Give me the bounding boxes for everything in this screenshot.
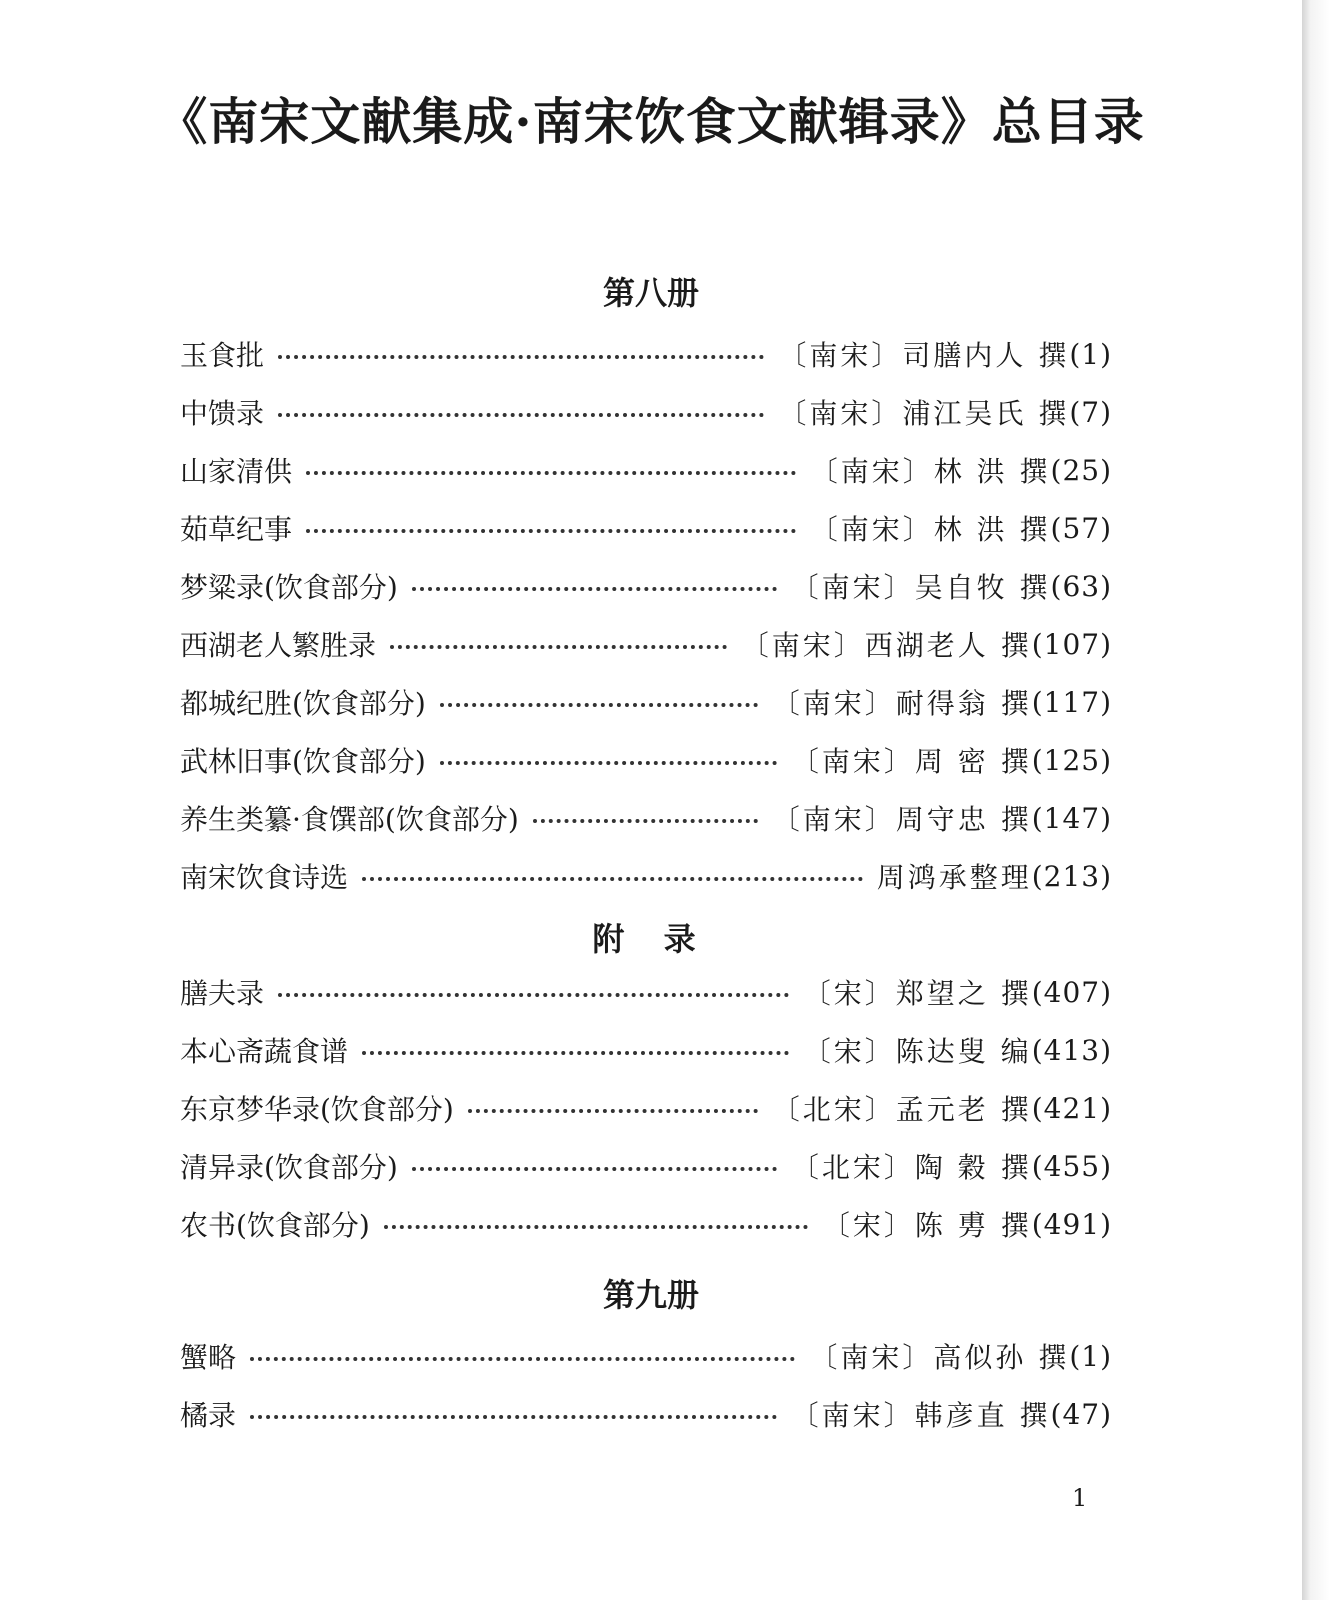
section-heading-vol9: 第九册 [602,1276,699,1314]
toc-entry [180,450,1112,490]
entry-author: 〔南宋〕林 洪 撰 [809,513,1051,546]
dot-leader [533,819,758,823]
entry-page: (213) [1031,859,1112,893]
toc-entry [180,798,1112,838]
dot-leader [384,1225,808,1229]
dot-leader [390,645,727,649]
page-edge-shadow [1302,0,1330,1600]
dot-leader [250,1415,777,1419]
toc-entry [180,1088,1112,1128]
dot-leader [306,529,796,533]
entry-author: 〔南宋〕高似孙 撰 [809,1341,1070,1374]
section-heading-vol8: 第八册 [602,274,699,312]
page-title: 《南宋文献集成·南宋饮食文献辑录》总目录 [157,92,1145,151]
toc-entry [180,1394,1112,1434]
toc-entry [180,1146,1112,1186]
entry-page: (63) [1050,569,1112,603]
entry-author: 〔南宋〕韩彦直 撰 [790,1399,1051,1432]
page-number: 1 [1072,1484,1088,1512]
toc-entry [180,566,1112,606]
toc-entry [180,740,1112,780]
dot-leader [468,1109,758,1113]
entry-author: 〔北宋〕陶 穀 撰 [790,1151,1032,1184]
toc-entry [180,972,1112,1012]
entry-author: 〔宋〕郑望之 撰 [802,977,1032,1010]
entry-page: (57) [1050,511,1112,545]
entry-title: 都城纪胜(饮食部分) [180,687,426,720]
entry-page: (47) [1050,1397,1112,1431]
entry-page: (117) [1031,685,1112,719]
toc-entry [180,334,1112,374]
dot-leader [362,877,863,881]
entry-title: 茹草纪事 [180,513,293,546]
dot-leader [440,761,777,765]
toc-entry [180,1204,1112,1244]
dot-leader [278,355,764,359]
toc-entry [180,1030,1112,1070]
dot-leader [412,1167,777,1171]
entry-title: 农书(饮食部分) [180,1209,370,1242]
toc-entry [180,1336,1112,1376]
entry-title: 西湖老人繁胜录 [180,629,377,662]
entry-title: 本心斋蔬食谱 [180,1035,349,1068]
entry-title: 养生类纂·食馔部(饮食部分) [180,803,519,836]
entry-page: (107) [1031,627,1112,661]
dot-leader [278,413,764,417]
entry-page: (491) [1031,1207,1112,1241]
dot-leader [362,1051,789,1055]
entry-author: 〔北宋〕孟元老 撰 [771,1093,1032,1126]
toc-entry [180,624,1112,664]
toc-entry [180,682,1112,722]
entry-author: 〔南宋〕周守忠 撰 [771,803,1032,836]
entry-page: (7) [1069,395,1112,429]
entry-author: 〔南宋〕西湖老人 撰 [740,629,1032,662]
entry-author: 〔南宋〕吴自牧 撰 [790,571,1051,604]
entry-author: 〔宋〕陈 旉 撰 [821,1209,1032,1242]
entry-author: 〔南宋〕浦江吴氏 撰 [778,397,1070,430]
entry-page: (455) [1031,1149,1112,1183]
entry-page: (421) [1031,1091,1112,1125]
entry-page: (413) [1031,1033,1112,1067]
entry-page: (25) [1050,453,1112,487]
toc-entry [180,856,1112,896]
entry-author: 〔南宋〕耐得翁 撰 [771,687,1032,720]
dot-leader [306,471,796,475]
entry-page: (147) [1031,801,1112,835]
entry-title: 中馈录 [180,397,265,430]
toc-entry [180,392,1112,432]
entry-author: 〔南宋〕司膳内人 撰 [778,339,1070,372]
entry-title: 武林旧事(饮食部分) [180,745,426,778]
entry-title: 橘录 [180,1399,237,1432]
entry-title: 清异录(饮食部分) [180,1151,398,1184]
entry-title: 玉食批 [180,339,265,372]
entry-page: (125) [1031,743,1112,777]
entry-author: 〔宋〕陈达叟 编 [802,1035,1032,1068]
dot-leader [440,703,758,707]
dot-leader [250,1357,795,1361]
entry-title: 蟹略 [180,1341,237,1374]
dot-leader [278,993,789,997]
entry-page: (1) [1069,337,1112,371]
dot-leader [412,587,777,591]
entry-title: 山家清供 [180,455,293,488]
entry-title: 梦粱录(饮食部分) [180,571,398,604]
section-heading-appendix: 附 录 [592,920,710,958]
entry-author: 〔南宋〕林 洪 撰 [809,455,1051,488]
entry-author: 周鸿承整理 [876,861,1032,894]
entry-page: (407) [1031,975,1112,1009]
entry-page: (1) [1069,1339,1112,1373]
entry-author: 〔南宋〕周 密 撰 [790,745,1032,778]
entry-title: 南宋饮食诗选 [180,861,349,894]
entry-title: 膳夫录 [180,977,265,1010]
toc-entry [180,508,1112,548]
entry-title: 东京梦华录(饮食部分) [180,1093,454,1126]
